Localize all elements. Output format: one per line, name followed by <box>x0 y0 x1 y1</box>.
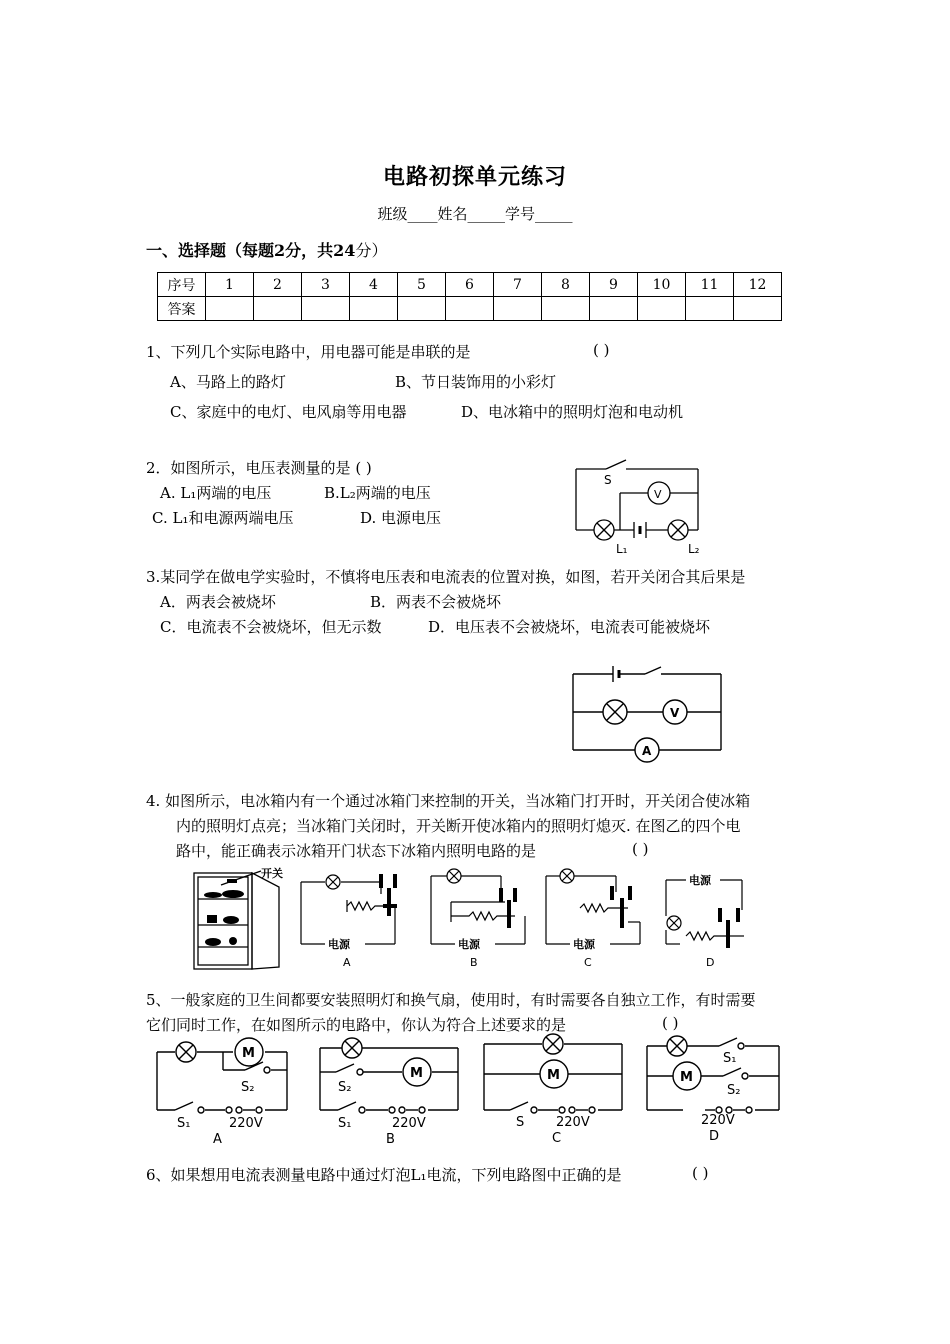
q4-circuit-d <box>660 866 760 971</box>
answer-cell[interactable] <box>542 297 590 321</box>
q4-circuit-c <box>540 866 655 971</box>
q2-label-l1: L₁ <box>616 542 628 556</box>
q5-line2: 它们同时工作，在如图所示的电路中，你认为符合上述要求的是 <box>146 1016 567 1034</box>
q4-label-b: B <box>470 956 478 969</box>
q4-label-d: D <box>706 956 715 969</box>
q1-option-a: A、马路上的路灯 <box>170 373 286 391</box>
q4-label-a: A <box>343 956 351 969</box>
q5-circuit-c <box>480 1034 630 1146</box>
section-unit: 分） <box>355 241 388 260</box>
q3-label-v: V <box>670 706 680 720</box>
q4-label-switch: 开关 <box>261 867 283 880</box>
q1-stem: 1、下列几个实际电路中，用电器可能是串联的是 <box>146 343 471 361</box>
question-number: 2 <box>254 273 302 297</box>
question-number: 8 <box>542 273 590 297</box>
q4-fridge-diagram <box>191 865 291 973</box>
answer-cell[interactable] <box>494 297 542 321</box>
question-number: 5 <box>398 273 446 297</box>
q2-circuit-diagram <box>570 455 710 560</box>
q3-circuit-diagram <box>567 660 727 762</box>
question-number: 9 <box>590 273 638 297</box>
q2-option-c: C. L₁和电源两端电压 <box>152 509 294 527</box>
q5-circuit-b <box>316 1036 466 1146</box>
q2-bulb-l1-icon <box>594 520 614 540</box>
q5-line1: 5、一般家庭的卫生间都要安装照明灯和换气扇，使用时，有时需要各自独立工作，有时需要 <box>146 991 756 1009</box>
q5-b-label-m: M <box>410 1066 423 1081</box>
q2-option-b: B.L₂两端的电压 <box>324 484 431 502</box>
q4-a-power-label: 电源 <box>328 938 350 951</box>
answer-cell[interactable] <box>686 297 734 321</box>
q4-b-power-label: 电源 <box>458 938 480 951</box>
answer-cell[interactable] <box>590 297 638 321</box>
q5-label-a: A <box>213 1132 222 1147</box>
q4-circuit-a <box>295 866 410 971</box>
section-heading <box>146 238 387 261</box>
number-row-label: 序号 <box>158 273 206 297</box>
q2-bulb-l2-icon <box>668 520 688 540</box>
q5-a-label-m: M <box>242 1046 255 1061</box>
q3-option-d: D．电压表不会被烧坏，电流表可能被烧坏 <box>428 618 711 636</box>
q3-label-a: A <box>642 744 652 758</box>
question-number: 4 <box>350 273 398 297</box>
q5-d-label-m: M <box>680 1070 693 1085</box>
q5-circuit-a <box>153 1036 298 1146</box>
q4-c-power-label: 电源 <box>573 938 595 951</box>
q5-a-label-s2: S₂ <box>241 1080 255 1095</box>
answer-table <box>157 272 782 321</box>
q5-c-bulb-icon <box>543 1034 563 1054</box>
answer-cell[interactable] <box>302 297 350 321</box>
answer-table-number-row <box>158 273 782 297</box>
q2-label-v: V <box>654 488 662 501</box>
question-number: 3 <box>302 273 350 297</box>
section-total: 24 <box>333 241 356 260</box>
q4-line2: 内的照明灯点亮；当冰箱门关闭时，开关断开使冰箱内的照明灯熄灭. 在图乙的四个电 <box>176 817 741 835</box>
q4-line1: 4. 如图所示，电冰箱内有一个通过冰箱门来控制的开关，当冰箱门打开时，开关闭合使冰箱 <box>146 792 751 810</box>
q5-b-bulb-icon <box>342 1038 362 1058</box>
q5-circuit-d <box>643 1034 788 1146</box>
q2-option-d: D. 电源电压 <box>360 509 442 527</box>
question-number: 11 <box>686 273 734 297</box>
q5-c-label-s: S <box>516 1115 525 1130</box>
answer-table-answer-row <box>158 297 782 321</box>
question-number: 10 <box>638 273 686 297</box>
q5-d-bulb-icon <box>667 1036 687 1056</box>
question-number: 12 <box>734 273 782 297</box>
answer-cell[interactable] <box>446 297 494 321</box>
answer-row-label: 答案 <box>158 297 206 321</box>
q5-b-label-s1: S₁ <box>338 1116 352 1131</box>
q5-a-label-s1: S₁ <box>177 1116 191 1131</box>
answer-cell[interactable] <box>638 297 686 321</box>
q5-d-label-s2: S₂ <box>727 1083 741 1098</box>
q1-answer-paren: ( ) <box>593 341 610 359</box>
q3-option-c: C．电流表不会被烧坏，但无示数 <box>160 618 382 636</box>
question-number: 7 <box>494 273 542 297</box>
q2-label-l2: L₂ <box>688 542 700 556</box>
q2-stem: 2．如图所示，电压表测量的是 ( ) <box>146 459 372 477</box>
q4-b-bulb-icon <box>447 869 461 883</box>
question-number: 1 <box>206 273 254 297</box>
q4-label-c: C <box>584 956 592 969</box>
q5-c-label-m: M <box>547 1068 560 1083</box>
answer-cell[interactable] <box>206 297 254 321</box>
answer-cell[interactable] <box>734 297 782 321</box>
section-heading-mid: 分，共 <box>285 241 334 260</box>
student-info: 班级____姓名_____学号_____ <box>377 205 573 223</box>
q1-option-c: C、家庭中的电灯、电风扇等用电器 <box>170 403 407 421</box>
q1-option-d: D、电冰箱中的照明灯泡和电动机 <box>461 403 684 421</box>
q5-c-label-voltage: 220V <box>556 1115 590 1130</box>
q3-bulb-icon <box>603 700 627 724</box>
q5-d-label-voltage: 220V <box>701 1113 735 1128</box>
q4-line3: 路中，能正确表示冰箱开门状态下冰箱内照明电路的是 <box>176 842 537 860</box>
answer-cell[interactable] <box>398 297 446 321</box>
q2-option-a: A. L₁两端的电压 <box>160 484 272 502</box>
q5-b-label-voltage: 220V <box>392 1116 426 1131</box>
section-points: 2 <box>274 241 286 260</box>
q4-answer-paren: ( ) <box>632 840 649 858</box>
question-number: 6 <box>446 273 494 297</box>
q5-a-bulb-icon <box>176 1042 196 1062</box>
answer-cell[interactable] <box>254 297 302 321</box>
q3-stem: 3.某同学在做电学实验时，不慎将电压表和电流表的位置对换，如图，若开关闭合其后果是 <box>146 568 746 586</box>
q2-label-s: S <box>604 473 612 487</box>
q6-answer-paren: ( ) <box>692 1164 709 1182</box>
q5-answer-paren: ( ) <box>662 1014 679 1032</box>
q5-b-label-s2: S₂ <box>338 1080 352 1095</box>
answer-cell[interactable] <box>350 297 398 321</box>
q4-d-power-label: 电源 <box>689 874 711 887</box>
q1-option-b: B、节日装饰用的小彩灯 <box>395 373 557 391</box>
q5-d-label-s1: S₁ <box>723 1051 737 1066</box>
q5-label-d: D <box>709 1129 720 1144</box>
q3-option-a: A．两表会被烧坏 <box>160 593 276 611</box>
q4-d-bulb-icon <box>667 916 681 930</box>
q4-circuit-b <box>425 866 540 971</box>
q4-a-bulb-icon <box>326 875 340 889</box>
q5-a-label-voltage: 220V <box>229 1116 263 1131</box>
q6-stem: 6、如果想用电流表测量电路中通过灯泡L₁电流，下列电路图中正确的是 <box>146 1166 622 1184</box>
section-heading-text: 一、选择题（每题 <box>146 241 275 260</box>
q3-option-b: B．两表不会被烧坏 <box>370 593 502 611</box>
page-title: 电路初探单元练习 <box>382 164 567 190</box>
q5-label-c: C <box>552 1131 562 1146</box>
q5-label-b: B <box>386 1132 395 1147</box>
q4-c-bulb-icon <box>560 869 574 883</box>
